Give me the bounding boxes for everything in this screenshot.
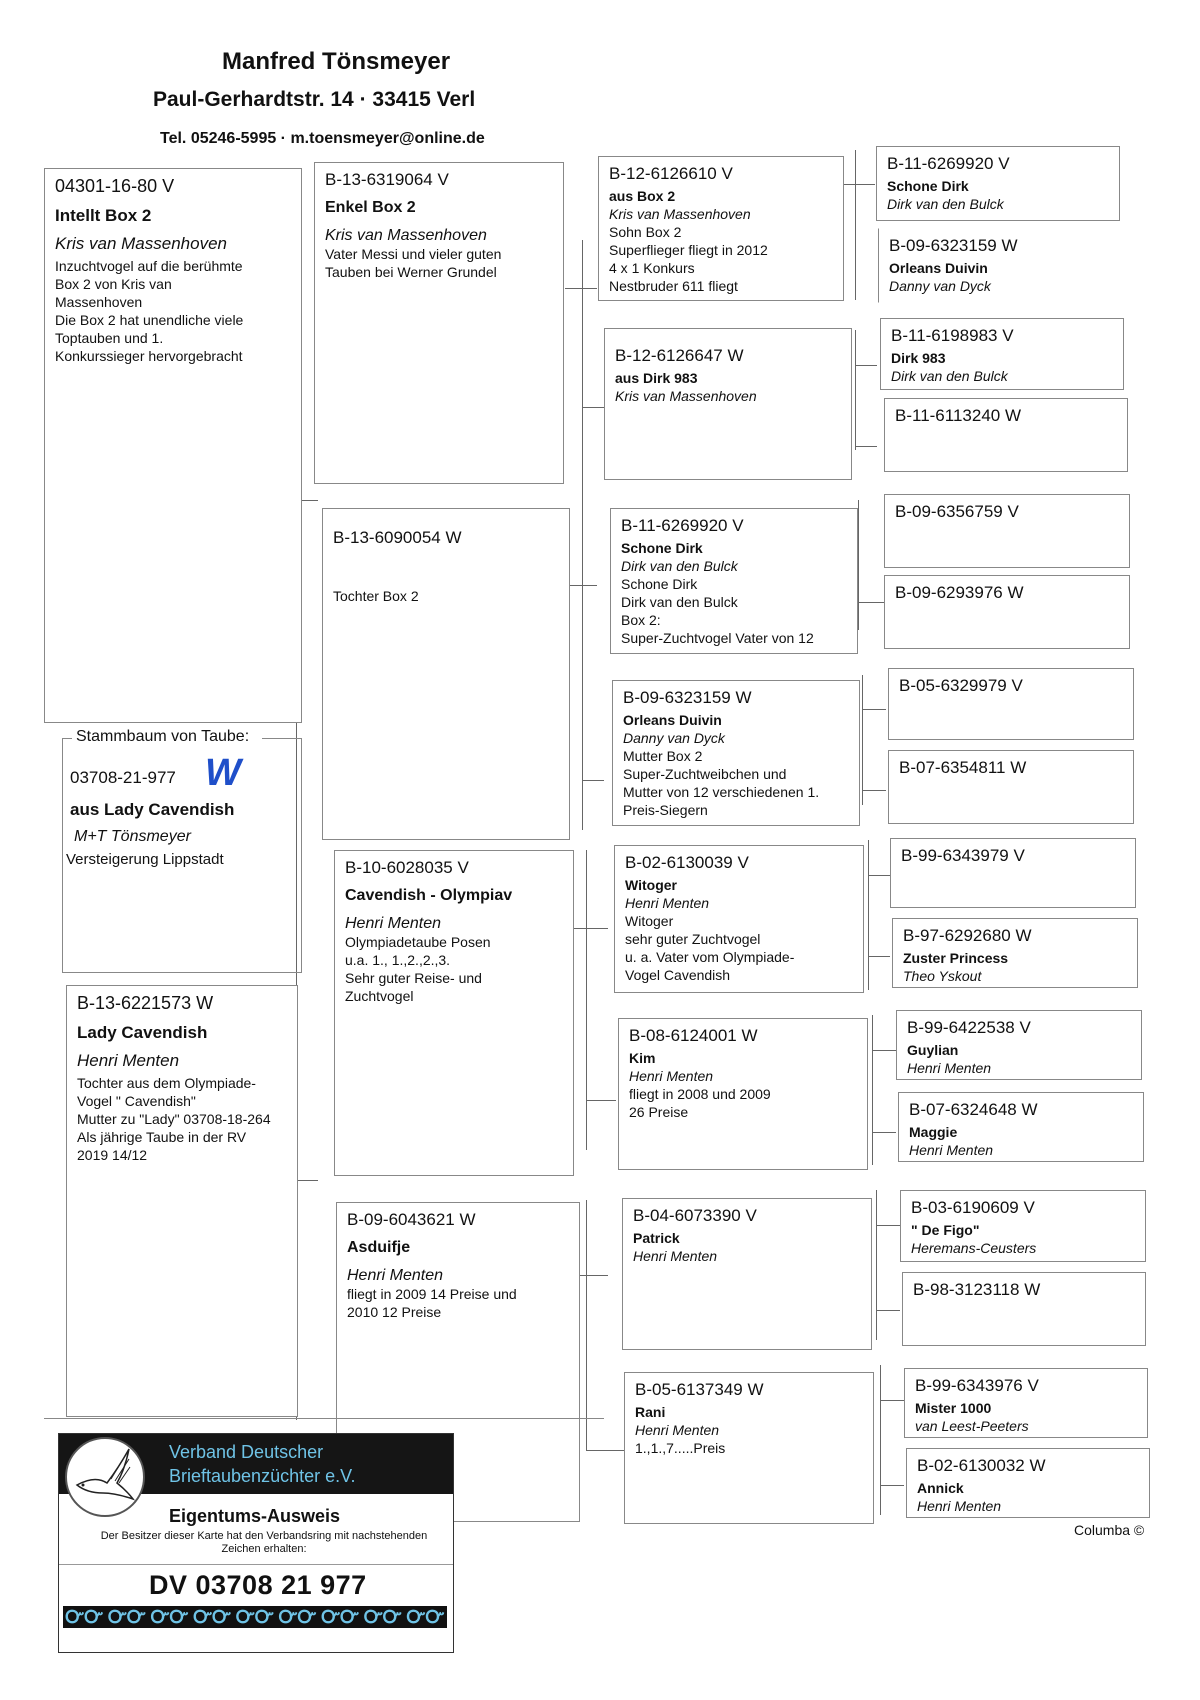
ancestor-card-g3-7[interactable] <box>622 1198 872 1350</box>
ancestor-card-g4-4[interactable] <box>884 398 1128 472</box>
breeder-name: Henri Menten <box>629 1068 714 1084</box>
sex-mark: W <box>205 752 241 794</box>
note-line: Super-Zuchtweibchen und <box>623 766 787 782</box>
ancestor-card-g4-5[interactable] <box>884 494 1130 568</box>
subject-ring-number: 03708-21-977 <box>70 768 176 787</box>
breeder-contact: Tel. 05246-5995 · m.toensmeyer@online.de <box>160 130 485 147</box>
pigeon-name: " De Figo" <box>911 1222 980 1238</box>
ring-number: B-09-6323159 W <box>623 688 752 707</box>
note-line: Witoger <box>625 913 674 929</box>
breeder-name: Kris van Massenhoven <box>325 227 487 244</box>
note-line: Toptauben und 1. <box>55 330 164 346</box>
dove-logo-icon <box>65 1437 145 1517</box>
breeder-name: Dirk van den Bulck <box>621 558 738 574</box>
breeder-name: Henri Menten <box>77 1051 180 1070</box>
note-line: Sohn Box 2 <box>609 224 682 240</box>
pigeon-name: Dirk 983 <box>891 350 946 366</box>
ancestor-card-g3-5[interactable] <box>614 845 864 993</box>
subject-breeder: M+T Tönsmeyer <box>74 828 191 845</box>
ring-number: B-13-6319064 V <box>325 170 449 189</box>
ancestor-card-g3-1[interactable] <box>598 156 844 301</box>
ancestor-card-g3-2[interactable] <box>604 328 852 480</box>
pigeon-name: Annick <box>917 1480 964 1496</box>
breeder-name: Manfred Tönsmeyer <box>222 48 451 75</box>
organization-name <box>169 1440 355 1488</box>
ancestor-card-g4-13[interactable] <box>900 1190 1146 1262</box>
note-line: Sehr guter Reise- und <box>345 970 482 986</box>
ring-number: B-11-6198983 V <box>891 326 1014 345</box>
ring-number: B-11-6113240 W <box>895 406 1021 425</box>
ancestor-card-g4-14[interactable] <box>902 1272 1146 1346</box>
ring-number: B-02-6130039 V <box>625 853 749 872</box>
ring-number: B-98-3123118 W <box>913 1280 1041 1299</box>
breeder-name: Henri Menten <box>907 1060 992 1076</box>
pigeon-name: Guylian <box>907 1042 959 1058</box>
ancestor-card-g4-3[interactable] <box>880 318 1124 390</box>
pigeon-name: Schone Dirk <box>621 540 703 556</box>
note-line: Superflieger fliegt in 2012 <box>609 242 768 258</box>
breeder-name: Kris van Massenhoven <box>609 206 751 222</box>
grandsire-paternal-card[interactable] <box>314 162 564 484</box>
pigeon-name: Intellt Box 2 <box>55 206 152 225</box>
ring-number: B-08-6124001 W <box>629 1026 758 1045</box>
note-line: Vater Messi und vieler guten <box>325 246 502 262</box>
note-line: Als jährige Taube in der RV <box>77 1129 247 1145</box>
note-line: Mutter zu "Lady" 03708-18-264 <box>77 1111 271 1127</box>
pattern-glyph: ᏅᏅ <box>236 1607 274 1627</box>
breeder-name: Kris van Massenhoven <box>55 234 227 253</box>
ring-number: B-05-6329979 V <box>899 676 1023 695</box>
card-ring-number: DV 03708 21 977 <box>149 1570 367 1600</box>
note-line: Die Box 2 hat unendliche viele <box>55 312 244 328</box>
pigeon-name: Mister 1000 <box>915 1400 992 1416</box>
note-line: Preis-Siegern <box>623 802 708 818</box>
note-line: Tochter Box 2 <box>333 588 419 604</box>
note-line: Konkurssieger hervorgebracht <box>55 348 243 364</box>
pigeon-name: Witoger <box>625 877 677 893</box>
pattern-glyph: ᏅᏅ <box>193 1607 232 1627</box>
ring-number: B-99-6343976 V <box>915 1376 1039 1395</box>
card-divider <box>59 1564 453 1565</box>
grandsire-maternal-card[interactable] <box>334 850 574 1176</box>
ownership-card <box>58 1433 454 1653</box>
pattern-glyph: ᏅᏅ <box>150 1607 189 1627</box>
organization-line-1: Verband Deutscher <box>169 1442 324 1462</box>
pigeon-name: Rani <box>635 1404 666 1420</box>
note-line: 2010 12 Preise <box>347 1304 442 1320</box>
ancestor-card-g4-10[interactable] <box>892 918 1138 988</box>
subject-label: Stammbaum von Taube: <box>72 728 253 746</box>
ancestor-card-g3-8[interactable] <box>624 1372 874 1524</box>
ancestor-card-g4-6[interactable] <box>884 575 1130 649</box>
breeder-name: Henri Menten <box>917 1498 1002 1514</box>
ring-number: B-11-6269920 V <box>887 154 1010 173</box>
ancestor-card-g4-2[interactable] <box>878 228 1122 303</box>
pigeon-name: Orleans Duivin <box>623 712 722 728</box>
ring-number: B-02-6130032 W <box>917 1456 1046 1475</box>
sire-card[interactable] <box>44 168 302 723</box>
note-line: Inzuchtvogel auf die berühmte <box>55 258 243 274</box>
ancestor-card-g3-3[interactable] <box>610 508 858 654</box>
separator-line <box>44 1418 604 1419</box>
ancestor-card-g4-8[interactable] <box>888 750 1134 824</box>
breeder-name: Dirk van den Bulck <box>891 368 1008 384</box>
note-line: Box 2: <box>621 612 661 628</box>
ancestor-card-g3-6[interactable] <box>618 1018 868 1170</box>
breeder-name: Dirk van den Bulck <box>887 196 1004 212</box>
pattern-glyph: ᏅᏅ <box>108 1607 146 1627</box>
pattern-glyph: ᏅᏅ <box>278 1607 317 1627</box>
granddam-paternal-card[interactable] <box>322 508 570 840</box>
card-description: Der Besitzer dieser Karte hat den Verbandsring mit nachstehenden Zeichen erhalten: <box>100 1530 428 1555</box>
note-line: Mutter von 12 verschiedenen 1. <box>623 784 820 800</box>
subject-note: Versteigerung Lippstadt <box>66 851 224 868</box>
note-line: Nestbruder 611 fliegt <box>609 278 738 294</box>
note-line: 26 Preise <box>629 1104 689 1120</box>
note-line: fliegt in 2009 14 Preise und <box>347 1286 517 1302</box>
ring-number: B-03-6190609 V <box>911 1198 1035 1217</box>
ancestor-card-g4-1[interactable] <box>876 146 1120 221</box>
breeder-name: van Leest-Peeters <box>915 1418 1029 1434</box>
note-line: Vogel " Cavendish" <box>77 1093 196 1109</box>
note-line: Mutter Box 2 <box>623 748 703 764</box>
note-line: 2019 14/12 <box>77 1147 148 1163</box>
copyright-label: Columba © <box>1074 1522 1145 1538</box>
pigeon-name: Lady Cavendish <box>77 1023 208 1042</box>
ring-number: B-99-6422538 V <box>907 1018 1031 1037</box>
note-line: Tochter aus dem Olympiade- <box>77 1075 256 1091</box>
note-line: 1.,1.,7.....Preis <box>635 1440 726 1456</box>
breeder-name: Henri Menten <box>633 1248 718 1264</box>
note-line: Schone Dirk <box>621 576 698 592</box>
breeder-name: Henri Menten <box>635 1422 720 1438</box>
breeder-name: Kris van Massenhoven <box>615 388 757 404</box>
pattern-glyph: ᏅᏅ <box>321 1607 360 1627</box>
breeder-name: Theo Yskout <box>903 968 982 984</box>
ring-number: B-99-6343979 V <box>901 846 1025 865</box>
pattern-glyph: ᏅᏅ <box>406 1607 445 1627</box>
breeder-name: Danny van Dyck <box>623 730 725 746</box>
ring-number: B-04-6073390 V <box>633 1206 757 1225</box>
ring-number: B-09-6356759 V <box>895 502 1019 521</box>
pigeon-name: aus Dirk 983 <box>615 370 698 386</box>
ring-number: B-11-6269920 V <box>621 516 744 535</box>
pigeon-name: Maggie <box>909 1124 958 1140</box>
breeder-name: Henri Menten <box>625 895 710 911</box>
ring-number: B-09-6293976 W <box>895 583 1024 602</box>
pigeon-name: Patrick <box>633 1230 680 1246</box>
ring-number: B-07-6324648 W <box>909 1100 1038 1119</box>
ancestor-card-g4-7[interactable] <box>888 668 1134 740</box>
ancestor-card-g3-4[interactable] <box>612 680 860 826</box>
ring-number: B-09-6323159 W <box>889 236 1018 255</box>
ring-number: B-13-6090054 W <box>333 528 462 547</box>
pigeon-name: aus Box 2 <box>609 188 676 204</box>
ancestor-card-g4-15[interactable] <box>904 1368 1148 1438</box>
note-line: Tauben bei Werner Grundel <box>325 264 497 280</box>
note-line: u.a. 1., 1.,2.,2.,3. <box>345 952 451 968</box>
ring-number: B-09-6043621 W <box>347 1210 476 1229</box>
dam-card[interactable] <box>66 985 298 1417</box>
pigeon-name: Kim <box>629 1050 656 1066</box>
pigeon-name: Asduifje <box>347 1239 411 1256</box>
ancestor-card-g4-16[interactable] <box>906 1448 1150 1518</box>
ring-number: 04301-16-80 V <box>55 176 175 196</box>
ring-number: B-05-6137349 W <box>635 1380 764 1399</box>
pattern-glyph: ᏅᏅ <box>65 1607 104 1627</box>
pattern-glyph: ᏅᏅ <box>364 1607 402 1627</box>
note-line: Massenhoven <box>55 294 143 310</box>
note-line: Olympiadetaube Posen <box>345 934 491 950</box>
note-line: sehr guter Zuchtvogel <box>625 931 761 947</box>
pigeon-name: Cavendish - Olympiav <box>345 887 513 904</box>
note-line: Super-Zuchtvogel Vater von 12 <box>621 630 814 646</box>
breeder-address: Paul-Gerhardtstr. 14 · 33415 Verl <box>153 88 476 111</box>
decorative-pattern <box>63 1606 447 1628</box>
ancestor-card-g4-9[interactable] <box>890 838 1136 908</box>
breeder-name: Henri Menten <box>909 1142 994 1158</box>
ancestor-card-g4-12[interactable] <box>898 1092 1144 1162</box>
note-line: Zuchtvogel <box>345 988 414 1004</box>
pigeon-name: Orleans Duivin <box>889 260 988 276</box>
card-title: Eigentums-Ausweis <box>169 1506 341 1526</box>
breeder-name: Heremans-Ceusters <box>911 1240 1037 1256</box>
breeder-name: Henri Menten <box>345 915 442 932</box>
ring-number: B-97-6292680 W <box>903 926 1032 945</box>
note-line: Vogel Cavendish <box>625 967 731 983</box>
ring-number: B-07-6354811 W <box>899 758 1027 777</box>
ring-number: B-10-6028035 V <box>345 858 469 877</box>
pigeon-name: Enkel Box 2 <box>325 199 416 216</box>
breeder-name: Danny van Dyck <box>889 278 991 294</box>
organization-line-2: Brieftaubenzüchter e.V. <box>169 1466 356 1486</box>
ring-number: B-12-6126610 V <box>609 164 733 183</box>
note-line: fliegt in 2008 und 2009 <box>629 1086 771 1102</box>
note-line: Box 2 von Kris van <box>55 276 172 292</box>
note-line: 4 x 1 Konkurs <box>609 260 695 276</box>
ancestor-card-g4-11[interactable] <box>896 1010 1142 1080</box>
subject-name: aus Lady Cavendish <box>70 800 235 819</box>
pigeon-name: Zuster Princess <box>903 950 1009 966</box>
ring-number: B-12-6126647 W <box>615 346 744 365</box>
note-line: Dirk van den Bulck <box>621 594 738 610</box>
ring-number: B-13-6221573 W <box>77 993 214 1013</box>
breeder-name: Henri Menten <box>347 1267 444 1284</box>
pigeon-name: Schone Dirk <box>887 178 969 194</box>
note-line: u. a. Vater vom Olympiade- <box>625 949 795 965</box>
